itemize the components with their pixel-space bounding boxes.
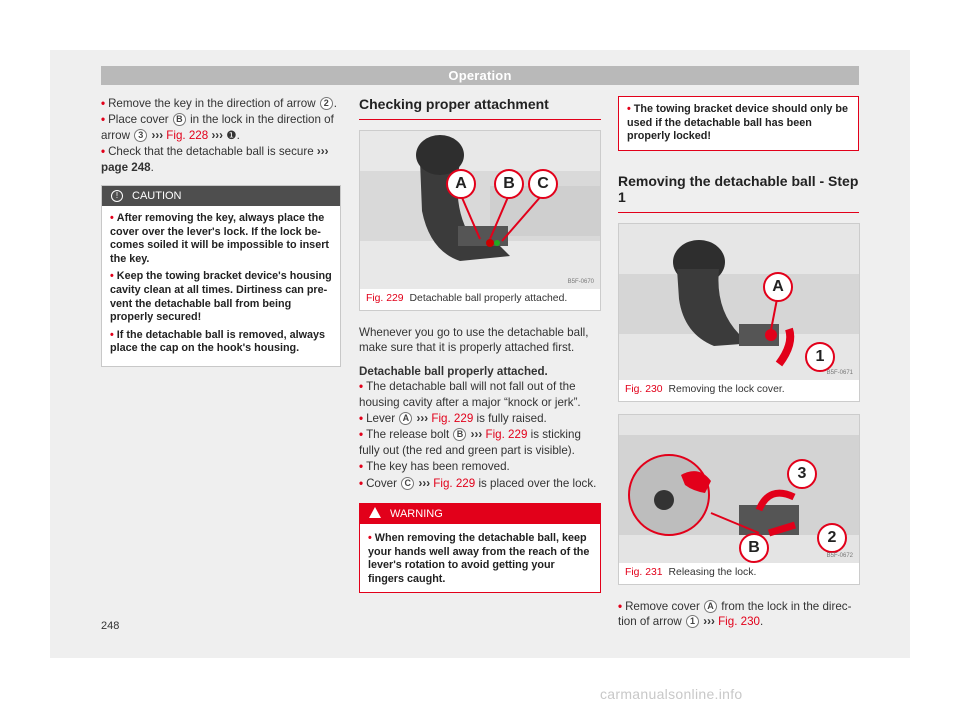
warning-icon — [369, 507, 381, 518]
figure-230 — [618, 223, 860, 402]
page-number: 248 — [101, 620, 120, 632]
bullet-release-bolt: • The release bolt B ››› Fig. 229 is sticking fully out (the red and green part is visible). — [359, 428, 581, 457]
figure-label-c: C — [528, 169, 558, 199]
figure-label-1: 1 — [805, 342, 835, 372]
callout-badge: 3 — [134, 129, 147, 142]
figure-caption: Fig. 230 Removing the lock cover. — [625, 383, 785, 395]
bullet-cover: • Cover C ››› Fig. 229 is placed over the lock. — [359, 476, 597, 490]
caution-header: ! CAUTION — [102, 186, 340, 206]
section-title: Checking proper attachment — [359, 96, 601, 120]
subheading: Detachable ball properly attached. — [359, 364, 548, 378]
warning-box — [359, 503, 601, 593]
callout-badge: 1 — [686, 615, 699, 628]
caution-item: • Keep the towing bracket device's housing cavity clean at all times. Dirtiness can pre-vent the detachable ball from being properly secured! — [110, 270, 332, 324]
page-header: Operation — [101, 66, 859, 85]
bullet-remove-key: • Remove the key in the direction of arrow 2 . — [101, 97, 338, 110]
figure-229 — [359, 130, 601, 311]
figure-231 — [618, 414, 860, 585]
caution-box — [101, 185, 341, 367]
figure-label-3: 3 — [787, 459, 817, 489]
caution-item: • After removing the key, always place the cover over the lever's lock. If the lock be-comes soiled it will be impossible to insert the key. — [110, 212, 329, 265]
info-icon: ❶ — [226, 128, 237, 142]
page-link[interactable]: page 248 — [101, 160, 151, 174]
bullet-lever: • Lever A ››› Fig. 229 is fully raised. — [359, 412, 547, 426]
fig-link[interactable]: Fig. 228 — [166, 128, 209, 142]
figure-label-a: A — [763, 272, 793, 302]
towing-ball-illustration — [360, 131, 600, 289]
fig-link[interactable]: Fig. 230 — [718, 615, 760, 629]
figure-image — [619, 224, 859, 380]
figure-label-b: B — [494, 169, 524, 199]
bullet-place-cover: • Place cover B in the lock in the direction of arrow 3 ››› Fig. 228 ››› ❶. — [101, 113, 334, 142]
column-2 — [359, 96, 601, 593]
figure-image — [360, 131, 600, 289]
figure-image — [619, 415, 859, 563]
watermark: carmanualsonline.info — [600, 686, 743, 702]
figure-code: B5F-0670 — [567, 279, 594, 285]
bullet-check-secure: • Check that the detachable ball is secure ››› page 248. — [101, 145, 329, 174]
note-item: • The towing bracket device should only be used if the detachable ball has been properly locked! — [627, 103, 848, 143]
caution-item: • If the detachable ball is removed, always place the cap on the hook's housing. — [110, 328, 326, 355]
callout-badge: C — [401, 477, 414, 490]
fig-link[interactable]: Fig. 229 — [485, 428, 528, 442]
callout-badge: B — [173, 113, 186, 126]
column-1 — [101, 96, 341, 367]
figure-label-2: 2 — [817, 523, 847, 553]
warning-item: • When removing the detachable ball, keep your hands well away from the reach of the lever's rotation to avoid getting your fingers caught. — [368, 532, 590, 585]
figure-label-b: B — [739, 533, 769, 563]
figure-code: B5F-0671 — [826, 369, 853, 376]
section-title: Removing the detachable ball - Step 1 — [618, 173, 859, 213]
figure-caption: Fig. 229 Detachable ball properly attached. — [366, 293, 568, 304]
column-3 — [618, 96, 859, 631]
bullet-remove-cover: • Remove cover A from the lock in the direc-tion of arrow 1 ››› Fig. 230. — [618, 599, 852, 629]
fig-link[interactable]: Fig. 229 — [431, 412, 474, 426]
bullet-key-removed: • The key has been removed. — [359, 460, 510, 474]
figure-code: B5F-0672 — [826, 552, 853, 559]
note-box — [618, 96, 859, 151]
callout-badge: A — [704, 600, 717, 613]
callout-badge: B — [453, 428, 466, 441]
figure-label-a: A — [446, 169, 476, 199]
caution-icon: ! — [111, 190, 123, 202]
warning-header: WARNING — [360, 504, 600, 524]
figure-caption: Fig. 231 Releasing the lock. — [625, 566, 757, 578]
callout-badge: A — [399, 412, 412, 425]
callout-badge: 2 — [320, 97, 333, 110]
bullet-no-fall: • The detachable ball will not fall out of the housing cavity after a major “knock or jerk”. — [359, 380, 581, 409]
fig-link[interactable]: Fig. 229 — [433, 476, 476, 490]
intro-text: Whenever you go to use the detachable ball, make sure that it is properly attached first. — [359, 326, 589, 355]
